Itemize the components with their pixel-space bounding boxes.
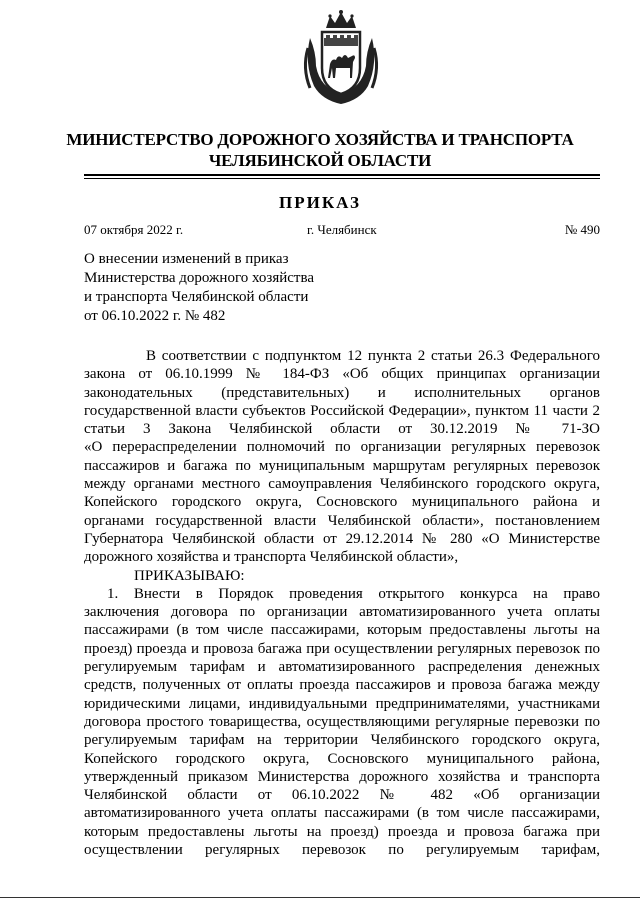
body-line: средств, полученных от оплаты проезда пассажиров и провоза багажа между (84, 677, 600, 694)
body-line: заключения договора по организации автоматизированного учета оплаты (84, 604, 600, 621)
coat-of-arms-icon (300, 8, 382, 108)
body-line: статьи 3 Закона Челябинской области от 30.12.2019 № 71-ЗО (84, 421, 600, 438)
body-line: дорожного хозяйства и транспорта Челябинской области», (84, 549, 459, 566)
body-line: пассажирами (в том числе пассажирами, которым предоставлены льготы на (84, 622, 600, 639)
body-line: 1. Внести в Порядок проведения открытого конкурса на право (107, 585, 600, 602)
body-line: В соответствии с подпунктом 12 пункта 2 статьи 26.3 Федерального (146, 348, 600, 364)
order-directive: ПРИКАЗЫВАЮ: (134, 567, 245, 584)
subject-line: О внесении изменений в приказ (84, 251, 289, 267)
ministry-name-line2: ЧЕЛЯБИНСКОЙ ОБЛАСТИ (208, 151, 432, 170)
body-line: государственной власти субъектов Российской Федерации», пунктом 11 части 2 (84, 402, 600, 419)
order-city: г. Челябинск (307, 222, 377, 237)
body-line: «О перераспределении полномочий по организации регулярных перевозок (84, 439, 600, 456)
body-line: регулируемым тарифам и автоматизированного распределения денежных (84, 659, 600, 676)
body-line: между органами местного самоуправления Челябинского городского округа, (84, 476, 600, 493)
body-line: проезд) проезда и провоза багажа при осуществлении регулярных перевозок по (84, 640, 600, 657)
order-subject (84, 250, 324, 326)
header-divider-thin (84, 178, 600, 179)
body-line: Челябинской области от 06.10.2022 № 482 «Об организации (84, 787, 600, 804)
body-line: Копейского городского округа, Сосновского муниципального района и (84, 494, 600, 511)
body-line: пассажиров и багажа по муниципальным маршрутам регулярных перевозок (84, 457, 600, 474)
order-body (84, 347, 600, 859)
body-line: утвержденный приказом Министерства дорожного хозяйства и транспорта (84, 768, 600, 785)
order-number: № 490 (564, 222, 600, 237)
page-bottom-edge (0, 897, 640, 898)
document-type-title: ПРИКАЗ (279, 193, 361, 212)
body-line: автоматизированного учета оплаты пассажирами (в том числе пассажирами, (84, 805, 600, 822)
body-line: законодательных (представительных) и исполнительных органов (84, 384, 600, 401)
order-date: 07 октября 2022 г. (84, 222, 184, 237)
header-divider-thick (84, 174, 600, 176)
ministry-name-line1: МИНИСТЕРСТВО ДОРОЖНОГО ХОЗЯЙСТВА И ТРАНСПОРТА (66, 130, 574, 149)
body-line: органами государственной власти Челябинской области», постановлением (84, 512, 600, 529)
subject-line: и транспорта Челябинской области (84, 289, 309, 305)
body-line: закона от 06.10.1999 № 184-ФЗ «Об общих принципах организации (84, 366, 600, 383)
body-line: договора простого товарищества, осуществляющими регулярные перевозки по (84, 713, 600, 730)
body-line: которым предоставлены льготы на проезд) проезда и провоза багажа при (84, 823, 600, 840)
subject-line: от 06.10.2022 г. № 482 (84, 308, 226, 324)
body-line: юридическими лицами, индивидуальными предпринимателями, участниками (84, 695, 600, 712)
body-line: регулируемым тарифам на территории Челябинского городского округа, (84, 732, 600, 749)
body-line: Губернатора Челябинской области от 29.12.2014 № 280 «О Министерстве (84, 530, 600, 547)
subject-line: Министерства дорожного хозяйства (84, 270, 315, 286)
body-line: Копейского городского округа, Сосновского муниципального района, (84, 750, 600, 767)
body-line: осуществлении регулярных перевозок по регулируемым тарифам, (84, 842, 600, 859)
